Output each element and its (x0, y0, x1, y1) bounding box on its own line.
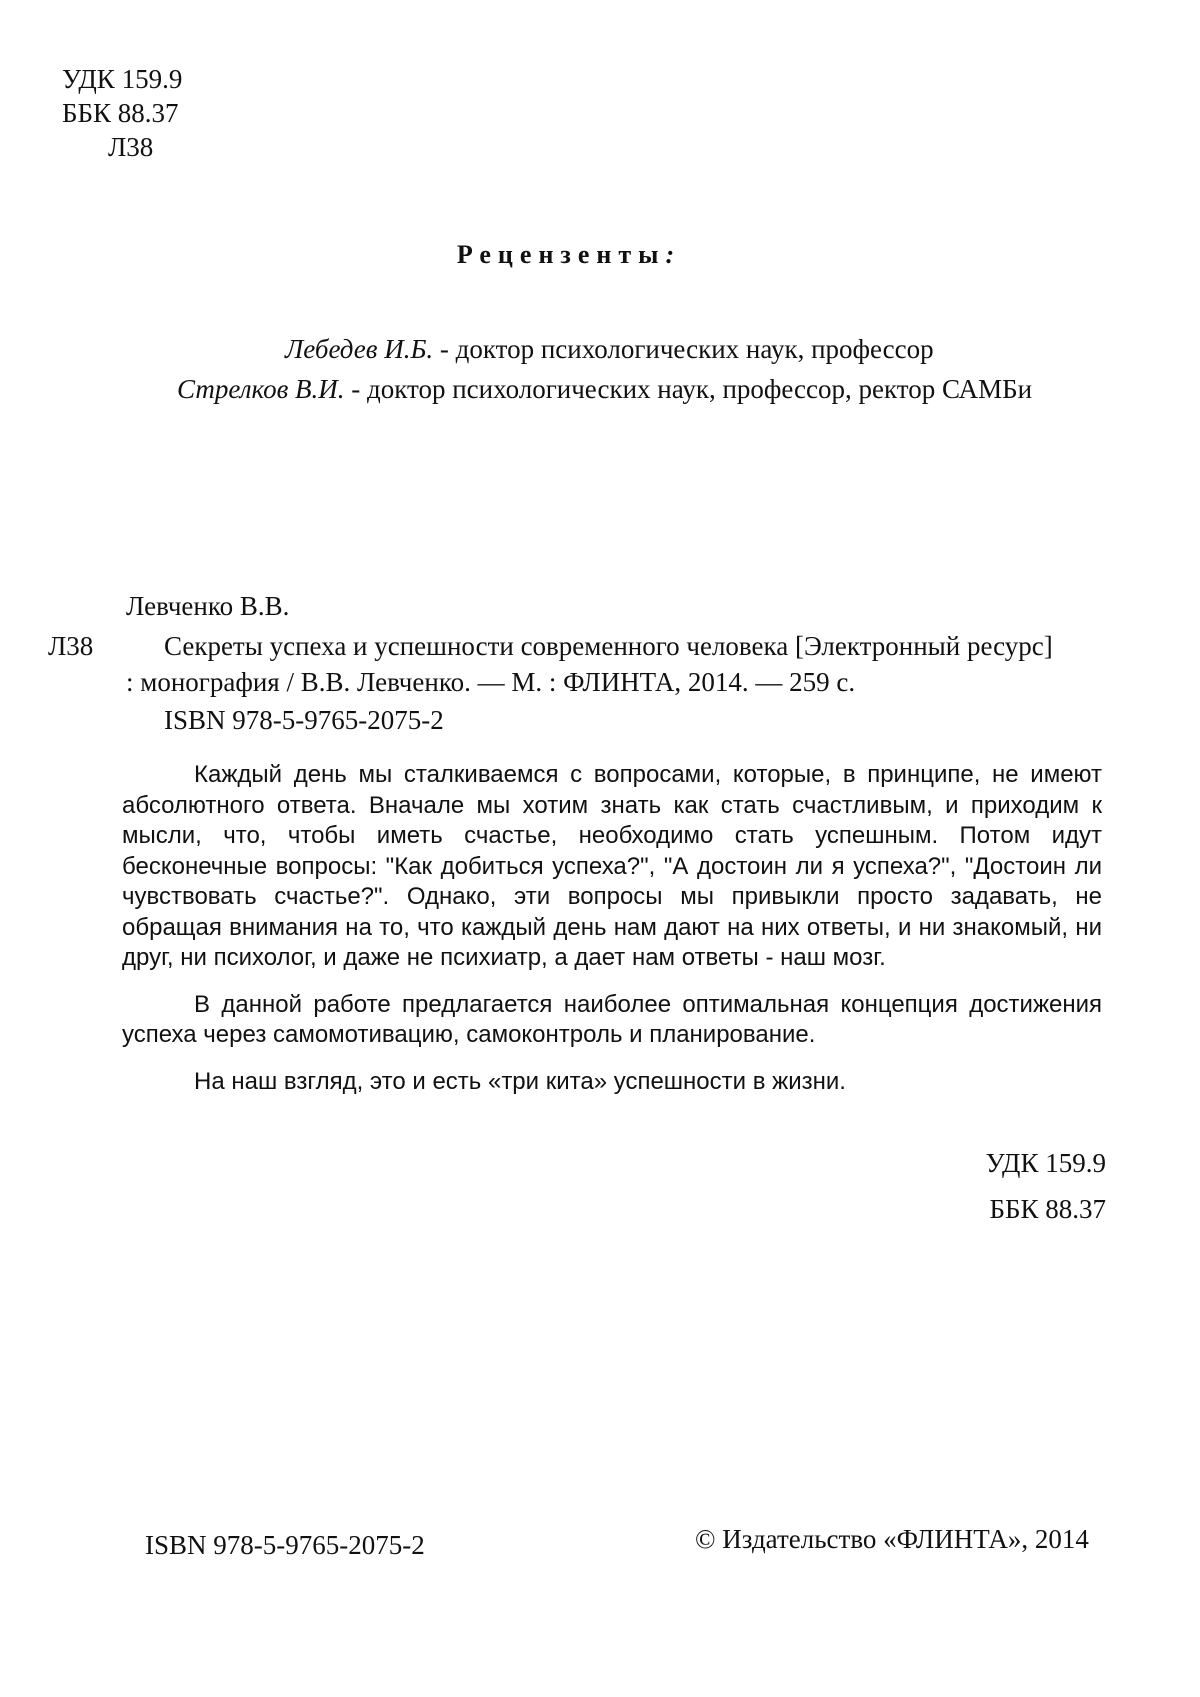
bibliography-title: Секреты успеха и успешности современного человека [Электронный ресурс] (164, 628, 1053, 664)
reviewers-heading-text: Рецензенты (457, 240, 666, 269)
reviewer-item (285, 332, 934, 366)
abstract-paragraph: На наш взгляд, это и есть «три кита» успешности в жизни. (122, 1067, 1102, 1098)
bibliography-isbn: ISBN 978-5-9765-2075-2 (164, 702, 444, 738)
document-page (0, 0, 1200, 1697)
bibliography-publication-info: : монография / В.В. Левченко. — М. : ФЛИНТА, 2014. — 259 с. (126, 664, 855, 700)
bibliography-code: Л38 (48, 628, 93, 664)
bibliography-author: Левченко В.В. (126, 588, 289, 624)
reviewer-item (177, 372, 1032, 406)
bbk-code: ББК 88.37 (62, 96, 182, 130)
udk-code: УДК 159.9 (62, 62, 182, 96)
reviewer-name: Стрелков В.И. (177, 374, 345, 404)
reviewer-description: - доктор психологических наук, профессор (433, 334, 933, 364)
reviewer-name: Лебедев И.Б. (285, 334, 433, 364)
footer-isbn: ISBN 978-5-9765-2075-2 (145, 1530, 425, 1561)
header-classification-codes (62, 62, 182, 164)
classification-udk: УДК 159.9 (986, 1146, 1106, 1180)
reviewers-heading (0, 240, 1131, 270)
author-mark: Л38 (62, 130, 182, 164)
abstract-paragraph: Каждый день мы сталкиваемся с вопросами, которые, в принципе, не имеют абсолютного ответа. Вначале мы хотим знать как стать счастливым, и приходим к мысли, что, чтобы иметь счастье, необходимо стать успешным. Потом идут бесконечные вопросы: "Как добиться успеха?", "А достоин ли я успеха?", "Достоин ли чувствовать счастье?". Однако, эти вопросы мы привыкли просто задавать, не обращая внимания на то, что каждый день нам дают на них ответы, и ни знакомый, ни друг, ни психолог, и даже не психиатр, а дает нам ответы - наш мозг. (122, 760, 1102, 974)
footer-copyright: © Издательство «ФЛИНТА», 2014 (695, 1524, 1089, 1555)
abstract-paragraph: В данной работе предлагается наиболее оптимальная концепция достижения успеха через самомотивацию, самоконтроль и планирование. (122, 990, 1102, 1051)
classification-bbk: ББК 88.37 (989, 1192, 1106, 1226)
reviewer-description: - доктор психологических наук, профессор, ректор САМБи (345, 374, 1033, 404)
reviewers-heading-colon: : (665, 240, 674, 269)
abstract (122, 760, 1102, 1113)
